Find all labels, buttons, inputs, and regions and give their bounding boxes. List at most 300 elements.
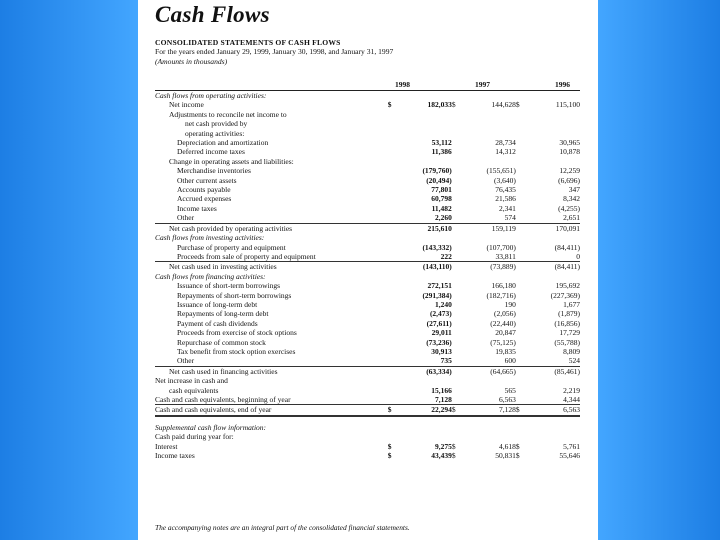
cell-value <box>516 432 580 441</box>
cell-value <box>516 451 580 460</box>
right-background-panel <box>598 0 720 540</box>
value-text: (55,788) <box>554 337 580 347</box>
table-row <box>155 194 580 203</box>
cell-value <box>452 110 516 119</box>
row-label: Deferred income taxes <box>177 147 245 157</box>
cell-value <box>388 281 452 290</box>
value-text: 9,275 <box>434 441 452 451</box>
cell-value <box>452 356 516 366</box>
cell-value <box>516 243 580 252</box>
cell-value <box>452 416 516 423</box>
value-text: 53,112 <box>431 138 452 148</box>
value-text: 2,651 <box>563 213 580 223</box>
value-text: 195,692 <box>555 281 580 291</box>
row-label: Income taxes <box>155 451 195 461</box>
cell-value <box>516 416 580 423</box>
cell-value <box>452 194 516 203</box>
cell-value <box>452 166 516 175</box>
cell-value <box>388 328 452 337</box>
value-text: (1,879) <box>558 309 580 319</box>
cell-value <box>388 233 452 242</box>
cell-value <box>452 272 516 281</box>
value-text: 11,482 <box>431 203 452 213</box>
value-text: 6,563 <box>499 395 516 404</box>
value-text: 55,646 <box>559 451 580 461</box>
cell-value <box>516 129 580 138</box>
row-label: Net income <box>169 100 204 110</box>
value-text: (2,056) <box>494 309 516 319</box>
value-text: 76,435 <box>495 185 516 195</box>
value-text: 166,180 <box>491 281 516 291</box>
cell-value <box>388 176 452 185</box>
value-text: 77,801 <box>431 185 452 195</box>
table-row <box>155 386 580 395</box>
cell-value <box>388 100 452 109</box>
cell-value <box>388 395 452 405</box>
cell-value <box>452 147 516 156</box>
row-label: Cash flows from financing activities: <box>155 271 266 281</box>
cell-value <box>452 366 516 376</box>
value-text: (107,700) <box>486 242 516 252</box>
value-text: (20,494) <box>426 175 452 185</box>
currency-symbol: $ <box>515 451 520 461</box>
row-label: Other <box>177 213 195 223</box>
row-label: net cash provided by <box>185 119 248 129</box>
cell-value <box>452 157 516 166</box>
cell-value <box>452 328 516 337</box>
cell-value <box>452 405 516 416</box>
row-label: Accounts payable <box>177 185 231 195</box>
value-text: 15,166 <box>431 385 452 395</box>
value-text: (143,110) <box>422 262 452 272</box>
cell-value <box>452 281 516 290</box>
value-text: 565 <box>504 385 516 395</box>
currency-symbol: $ <box>387 441 392 451</box>
table-row <box>155 252 580 262</box>
currency-symbol: $ <box>387 451 392 461</box>
cell-value <box>388 319 452 328</box>
cell-value <box>516 347 580 356</box>
cell-value <box>516 262 580 272</box>
cell-value <box>452 223 516 233</box>
value-text: 7,128 <box>434 395 452 404</box>
value-text: 10,878 <box>559 147 580 157</box>
row-label: Repurchase of common stock <box>177 337 266 347</box>
table-row <box>155 176 580 185</box>
row-label: Cash paid during year for: <box>155 432 234 442</box>
page-title: Cash Flows <box>155 2 270 27</box>
cell-value <box>516 376 580 385</box>
cell-value <box>388 252 452 262</box>
value-text: 12,259 <box>559 166 580 176</box>
table-row <box>155 213 580 223</box>
value-text: 115,100 <box>555 100 580 110</box>
cell-value <box>388 213 452 223</box>
cell-value <box>516 442 580 451</box>
value-text: 735 <box>440 356 452 366</box>
cell-value <box>388 119 452 128</box>
cell-value <box>452 442 516 451</box>
cell-value <box>516 157 580 166</box>
currency-symbol: $ <box>451 405 456 415</box>
cell-value <box>516 176 580 185</box>
table-row <box>155 366 580 376</box>
table-row <box>155 423 580 432</box>
value-text: (75,125) <box>490 337 516 347</box>
table-row <box>155 119 580 128</box>
table-row <box>155 243 580 252</box>
table-row <box>155 309 580 318</box>
year-header-1998: 1998 <box>395 80 410 89</box>
statement-units: (Amounts in thousands) <box>155 57 228 66</box>
cell-value <box>452 262 516 272</box>
table-row <box>155 432 580 441</box>
table-row <box>155 110 580 119</box>
cell-value <box>388 166 452 175</box>
row-label: Adjustments to reconcile net income to <box>169 109 287 119</box>
value-text: (84,411) <box>554 262 580 272</box>
value-text: (6,696) <box>558 175 580 185</box>
value-text: 347 <box>568 185 580 195</box>
currency-symbol: $ <box>515 100 520 110</box>
cell-value <box>452 432 516 441</box>
row-label: Supplemental cash flow information: <box>155 422 267 432</box>
cell-value <box>452 176 516 185</box>
cell-value <box>388 185 452 194</box>
table-row <box>155 138 580 147</box>
value-text: 14,312 <box>495 147 516 157</box>
row-label: operating activities: <box>185 128 245 138</box>
cell-value <box>516 138 580 147</box>
cell-value <box>452 129 516 138</box>
cell-value <box>388 291 452 300</box>
cell-value <box>516 100 580 109</box>
cell-value <box>516 252 580 262</box>
value-text: (73,236) <box>426 337 452 347</box>
cell-value <box>388 223 452 233</box>
value-text: (84,411) <box>554 242 580 252</box>
value-text: 222 <box>440 251 452 261</box>
cell-value <box>516 300 580 309</box>
table-row <box>155 204 580 213</box>
row-label: Other current assets <box>177 175 237 185</box>
left-background-panel <box>0 0 138 540</box>
cell-value <box>388 243 452 252</box>
row-label: Income taxes <box>177 203 217 213</box>
value-text: (291,384) <box>422 290 452 300</box>
cell-value <box>388 157 452 166</box>
cell-value <box>388 91 452 100</box>
cell-value <box>452 213 516 223</box>
table-row <box>155 291 580 300</box>
table-row <box>155 147 580 156</box>
row-label: Other <box>177 356 195 366</box>
table-row <box>155 157 580 166</box>
value-text: 2,260 <box>434 213 452 223</box>
table-row <box>155 356 580 366</box>
cell-value <box>388 204 452 213</box>
cell-value <box>452 347 516 356</box>
table-row <box>155 395 580 405</box>
value-text: 272,151 <box>427 281 452 291</box>
value-text: 0 <box>576 251 580 261</box>
cell-value <box>388 110 452 119</box>
cell-value <box>516 91 580 100</box>
cell-value <box>388 442 452 451</box>
table-row <box>155 272 580 281</box>
value-text: 28,734 <box>495 138 516 148</box>
value-text: (227,369) <box>550 290 580 300</box>
cell-value <box>516 119 580 128</box>
value-text: 43,439 <box>431 451 452 461</box>
cell-value <box>516 309 580 318</box>
cell-value <box>516 204 580 213</box>
cell-value <box>388 338 452 347</box>
table-row <box>155 223 580 233</box>
currency-symbol: $ <box>515 405 520 415</box>
row-label: Payment of cash dividends <box>177 318 258 328</box>
value-text: 60,798 <box>431 194 452 204</box>
value-text: (155,651) <box>486 166 516 176</box>
value-text: 8,342 <box>563 194 580 204</box>
cell-value <box>516 291 580 300</box>
value-text: (63,334) <box>426 366 452 376</box>
row-label: Depreciation and amortization <box>177 138 269 148</box>
value-text: (64,665) <box>490 366 516 376</box>
table-row <box>155 300 580 309</box>
row-label: Cash flows from operating activities: <box>155 91 267 100</box>
cell-value <box>388 405 452 416</box>
currency-symbol: $ <box>387 405 392 415</box>
value-text: 30,913 <box>431 346 452 356</box>
cell-value <box>452 204 516 213</box>
year-headers <box>138 80 598 90</box>
cell-value <box>388 300 452 309</box>
cash-flow-table <box>155 91 580 460</box>
row-label: Accrued expenses <box>177 194 232 204</box>
value-text: 144,628 <box>491 100 516 110</box>
cell-value <box>516 395 580 405</box>
cell-value <box>388 194 452 203</box>
table-row <box>155 262 580 272</box>
cell-value <box>516 223 580 233</box>
year-header-1996: 1996 <box>555 80 570 89</box>
cell-value <box>516 366 580 376</box>
value-text: 4,618 <box>499 441 516 451</box>
cell-value <box>516 185 580 194</box>
value-text: 6,563 <box>563 405 580 415</box>
row-label: Cash and cash equivalents, beginning of year <box>155 395 291 404</box>
cell-value <box>516 281 580 290</box>
row-label: Merchandise inventories <box>177 166 251 176</box>
cell-value <box>388 366 452 376</box>
value-text: (27,611) <box>426 318 452 328</box>
table-row <box>155 281 580 290</box>
cell-value <box>388 451 452 460</box>
row-label: Issuance of long-term debt <box>177 299 258 309</box>
value-text: 29,011 <box>431 328 452 338</box>
cell-value <box>388 272 452 281</box>
value-text: 1,677 <box>563 299 580 309</box>
cell-value <box>516 194 580 203</box>
cell-value <box>452 386 516 395</box>
cell-value <box>388 432 452 441</box>
row-label: Net cash used in financing activities <box>155 366 388 376</box>
table-row <box>155 328 580 337</box>
value-text: 17,729 <box>559 328 580 338</box>
cell-value <box>516 405 580 416</box>
value-text: (179,760) <box>422 166 452 176</box>
cell-value <box>452 185 516 194</box>
value-text: 190 <box>504 299 516 309</box>
value-text: 5,761 <box>563 441 580 451</box>
value-text: 20,847 <box>495 328 516 338</box>
row-label: Cash flows from investing activities: <box>155 233 265 243</box>
cell-value <box>388 416 452 423</box>
value-text: 33,811 <box>495 251 516 261</box>
value-text: 30,965 <box>559 138 580 148</box>
cell-value <box>388 129 452 138</box>
cell-value <box>388 376 452 385</box>
row-label: Change in operating assets and liabilities: <box>169 156 294 166</box>
row-label: Net increase in cash and <box>155 376 228 386</box>
currency-symbol: $ <box>387 100 392 110</box>
value-text: 19,835 <box>495 346 516 356</box>
cell-value <box>516 386 580 395</box>
table-row <box>155 338 580 347</box>
value-text: 170,091 <box>555 223 580 233</box>
table-row <box>155 100 580 109</box>
row-label: cash equivalents <box>169 385 219 395</box>
value-text: (16,856) <box>554 318 580 328</box>
cell-value <box>516 147 580 156</box>
cell-value <box>516 213 580 223</box>
cell-value <box>516 356 580 366</box>
value-text: 22,294 <box>431 405 452 415</box>
cell-value <box>516 319 580 328</box>
document-page <box>138 0 598 540</box>
cell-value <box>388 386 452 395</box>
row-label: Net cash provided by operating activities <box>155 223 388 233</box>
value-text: 2,341 <box>499 203 516 213</box>
cell-value <box>516 233 580 242</box>
value-text: 215,610 <box>427 223 452 233</box>
cell-value <box>452 300 516 309</box>
value-text: 574 <box>504 213 516 223</box>
row-label: Purchase of property and equipment <box>177 242 286 252</box>
value-text: (3,640) <box>494 175 516 185</box>
cell-value <box>452 100 516 109</box>
cell-value <box>516 423 580 432</box>
value-text: (2,473) <box>429 309 452 319</box>
value-text: 50,831 <box>495 451 516 461</box>
cell-value <box>388 147 452 156</box>
cell-value <box>516 338 580 347</box>
row-label: Interest <box>155 441 178 451</box>
cell-value <box>452 119 516 128</box>
row-label: Cash and cash equivalents, end of year <box>155 405 388 416</box>
row-label: Issuance of short-term borrowings <box>177 281 281 291</box>
cell-value <box>452 91 516 100</box>
table-row <box>155 442 580 451</box>
value-text: (73,889) <box>490 262 516 272</box>
statement-heading: CONSOLIDATED STATEMENTS OF CASH FLOWS <box>155 38 341 47</box>
footnote: The accompanying notes are an integral part of the consolidated financial statements. <box>155 523 410 532</box>
row-label: Proceeds from exercise of stock options <box>177 328 297 338</box>
value-text: (4,255) <box>558 203 580 213</box>
currency-symbol: $ <box>451 100 456 110</box>
cell-value <box>452 423 516 432</box>
statement-period: For the years ended January 29, 1999, January 30, 1998, and January 31, 1997 <box>155 47 394 56</box>
currency-symbol: $ <box>451 451 456 461</box>
cell-value <box>452 319 516 328</box>
row-label: Repayments of long-term debt <box>177 309 269 319</box>
cell-value <box>452 376 516 385</box>
value-text: 2,219 <box>563 385 580 395</box>
table-row <box>155 451 580 460</box>
value-text: 11,386 <box>431 147 452 157</box>
cell-value <box>452 233 516 242</box>
table-row <box>155 319 580 328</box>
value-text: 7,128 <box>499 405 516 415</box>
cell-value <box>516 110 580 119</box>
row-label: Net cash used in investing activities <box>155 262 388 272</box>
value-text: (85,461) <box>554 366 580 376</box>
row-label: Proceeds from sale of property and equipment <box>177 251 316 261</box>
cell-value <box>516 272 580 281</box>
cell-value <box>388 309 452 318</box>
cell-value <box>388 138 452 147</box>
cell-value <box>452 338 516 347</box>
table-row <box>155 129 580 138</box>
table-row <box>155 416 580 423</box>
value-text: 182,033 <box>427 100 452 110</box>
value-text: 21,586 <box>495 194 516 204</box>
row-label <box>155 416 388 423</box>
currency-symbol: $ <box>515 441 520 451</box>
cell-value <box>388 347 452 356</box>
cell-value <box>388 423 452 432</box>
value-text: (143,332) <box>422 242 452 252</box>
value-text: (22,440) <box>490 318 516 328</box>
currency-symbol: $ <box>451 441 456 451</box>
value-text: 1,240 <box>434 299 452 309</box>
cell-value <box>452 451 516 460</box>
cell-value <box>516 166 580 175</box>
table-row <box>155 185 580 194</box>
value-text: (182,716) <box>486 290 516 300</box>
table-row <box>155 376 580 385</box>
value-text: 4,344 <box>563 395 580 404</box>
table-row <box>155 405 580 416</box>
cell-value <box>452 252 516 262</box>
row-label: Tax benefit from stock option exercises <box>177 346 296 356</box>
value-text: 600 <box>504 356 516 366</box>
cell-value <box>388 356 452 366</box>
table-row <box>155 233 580 242</box>
cell-value <box>452 138 516 147</box>
value-text: 159,119 <box>491 223 516 233</box>
cell-value <box>452 243 516 252</box>
cell-value <box>452 395 516 405</box>
cell-value <box>452 291 516 300</box>
value-text: 524 <box>568 356 580 366</box>
value-text: 8,809 <box>563 346 580 356</box>
table-row <box>155 347 580 356</box>
table-row <box>155 91 580 100</box>
row-label: Repayments of short-term borrowings <box>177 290 292 300</box>
cell-value <box>516 328 580 337</box>
